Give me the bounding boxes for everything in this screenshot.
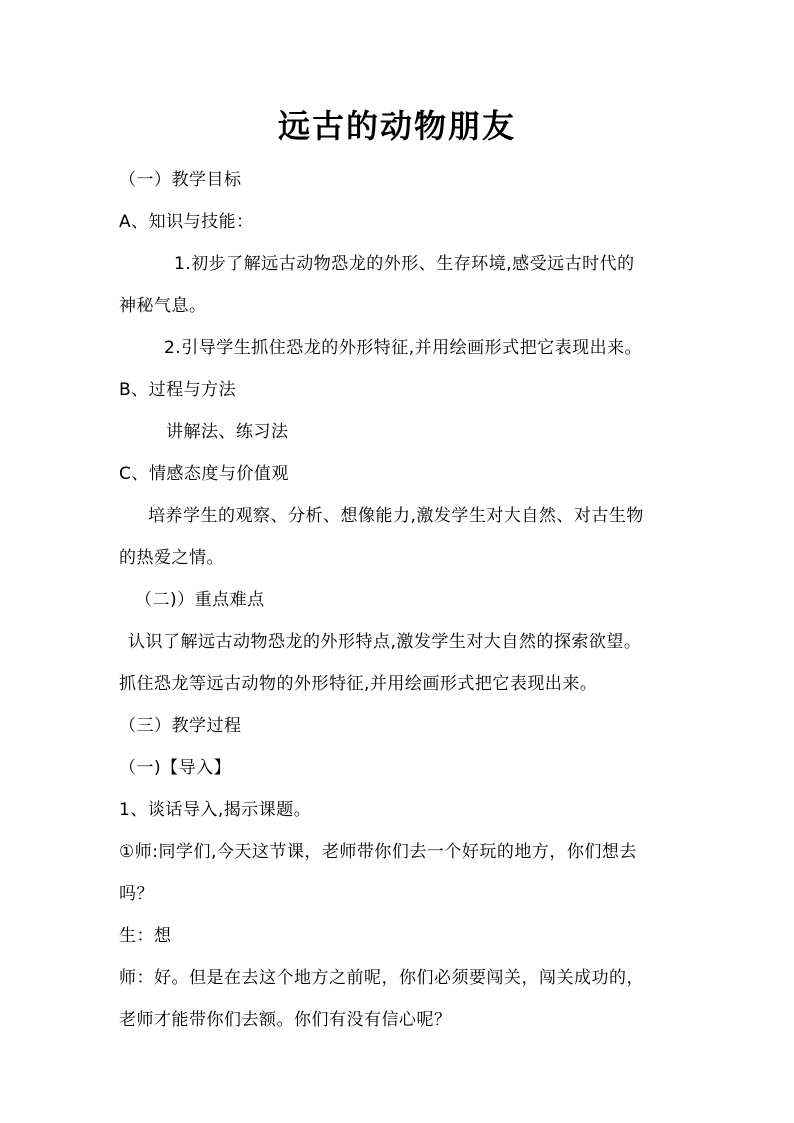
dialogue-line: 吗？: [119, 884, 154, 904]
paragraph-line: 神秘气息。: [119, 296, 207, 316]
subheading-knowledge-skills: A、知识与技能：: [119, 212, 254, 232]
section-heading-key-points: （二)）重点难点: [135, 590, 265, 610]
section-heading-teaching-process: （三）教学过程: [119, 716, 242, 736]
dialogue-line: 老师才能带你们去额。你们有没有信心呢？: [119, 1010, 452, 1030]
subheading-emotion-values: C、情感态度与价值观: [119, 464, 289, 484]
dialogue-line: 生：想: [119, 926, 172, 946]
paragraph-line: 的热爱之情。: [119, 548, 224, 568]
paragraph-line: 1.初步了解远古动物恐龙的外形、生存环境,感受远古时代的: [174, 254, 635, 274]
paragraph-line: 抓住恐龙等远古动物的外形特征,并用绘画形式把它表现出来。: [119, 674, 598, 694]
subheading-process-methods: B、过程与方法: [119, 380, 237, 400]
paragraph-line: 1、谈话导入,揭示课题。: [119, 800, 312, 820]
paragraph-line: 讲解法、练习法: [166, 422, 289, 442]
document-title: 远古的动物朋友: [277, 107, 516, 145]
paragraph-line: 2.引导学生抓住恐龙的外形特征,并用绘画形式把它表现出来。: [164, 338, 643, 358]
dialogue-line: ①师:同学们,今天这节课，老师带你们去一个好玩的地方，你们想去: [119, 842, 637, 862]
section-heading-objectives: （一）教学目标: [119, 170, 242, 190]
paragraph-line: 认识了解远古动物恐龙的外形特点,激发学生对大自然的探索欲望。: [128, 632, 642, 652]
subheading-introduction: （一)【导入】: [119, 758, 232, 778]
paragraph-line: 培养学生的观察、分析、想像能力,激发学生对大自然、对古生物: [148, 506, 644, 526]
dialogue-line: 师：好。但是在去这个地方之前呢，你们必须要闯关，闯关成功的，: [119, 968, 644, 988]
